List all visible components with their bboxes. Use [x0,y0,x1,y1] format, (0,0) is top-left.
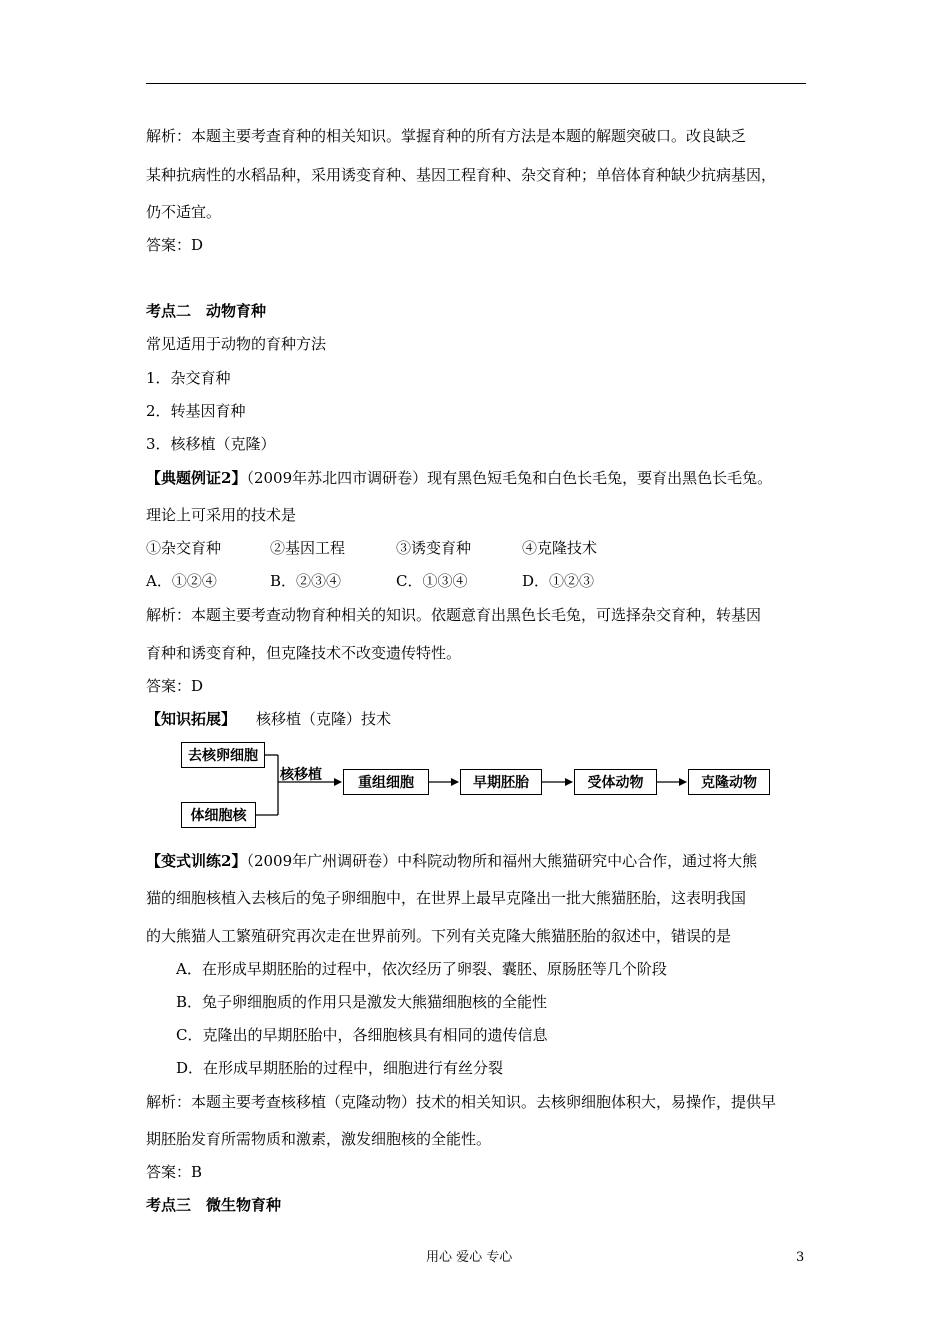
box-step-4: 克隆动物 [688,769,770,795]
question-3-text-1: （2009年广州调研卷）中科院动物所和福州大熊猫研究中心合作，通过将大熊 [246,852,758,870]
choice-1: ①杂交育种 [146,539,222,557]
analysis-line-3: 仍不适宜。 [146,203,222,221]
method-item-2: 2．转基因育种 [146,402,246,420]
option-a: A．①②④ [146,572,217,590]
question-2-tag: 【典题例证2】 [146,469,247,487]
question-3-text-3: 的大熊猫人工繁殖研究再次走在世界前列。下列有关克隆大熊猫胚胎的叙述中，错误的是 [146,927,732,945]
answer-3: 答案：B [146,1163,203,1181]
method-item-3: 3．核移植（克隆） [146,435,276,453]
extension-tag: 【知识拓展】 [146,710,237,728]
choice-2: ②基因工程 [270,539,346,557]
question-2-text: （2009年苏北四市调研卷）现有黑色短毛兔和白色长毛兔，要育出黑色长毛兔。 [246,469,773,487]
question-3-tag: 【变式训练2】 [146,852,247,870]
section-heading-microbe-breeding: 考点三 微生物育种 [146,1196,282,1214]
analysis-line-1: 解析：本题主要考查育种的相关知识。掌握育种的所有方法是本题的解题突破口。改良缺乏 [146,127,747,145]
question-2-options [146,571,594,591]
answer-2: 答案：D [146,677,204,695]
footer-motto: 用心 爱心 专心 [426,1250,513,1265]
question-2-stem [146,468,772,488]
q2-analysis-line-2: 育种和诱变育种，但克隆技术不改变遗传特性。 [146,644,462,662]
q3-analysis-line-1: 解析：本题主要考查核移植（克隆动物）技术的相关知识。去核卵细胞体积大，易操作，提供早 [146,1093,777,1111]
option-b: B．②③④ [270,572,342,590]
box-enucleated-egg: 去核卵细胞 [181,742,265,768]
box-step-1: 重组细胞 [343,769,429,795]
q2-analysis-line-1: 解析：本题主要考查动物育种相关的知识。依题意育出黑色长毛兔，可选择杂交育种，转基因 [146,606,762,624]
choice-4: ④克隆技术 [522,539,598,557]
page-number: 3 [796,1250,805,1265]
answer-1: 答案：D [146,236,204,254]
knowledge-extension [146,709,391,729]
question-2-choices [146,538,597,558]
q3-option-a: A．在形成早期胚胎的过程中，依次经历了卵裂、囊胚、原肠胚等几个阶段 [176,960,667,978]
box-step-3: 受体动物 [574,769,657,795]
arrow-label-nuclear-transfer: 核移植 [280,767,322,783]
box-step-2: 早期胚胎 [460,769,542,795]
q3-option-b: B．兔子卵细胞质的作用只是激发大熊猫细胞核的全能性 [176,993,548,1011]
question-3-text-2: 猫的细胞核植入去核后的兔子卵细胞中，在世界上最早克隆出一批大熊猫胚胎，这表明我国 [146,889,747,907]
question-2-stem-2: 理论上可采用的技术是 [146,506,297,524]
q3-option-c: C．克隆出的早期胚胎中，各细胞核具有相同的遗传信息 [176,1026,548,1044]
box-somatic-nucleus: 体细胞核 [181,802,256,828]
question-3-stem [146,851,757,871]
section-intro: 常见适用于动物的育种方法 [146,335,327,353]
option-d: D．①②③ [522,572,595,590]
section-heading-animal-breeding: 考点二 动物育种 [146,302,267,320]
choice-3: ③诱变育种 [396,539,472,557]
q3-analysis-line-2: 期胚胎发育所需物质和激素，激发细胞核的全能性。 [146,1130,492,1148]
method-item-1: 1．杂交育种 [146,369,231,387]
extension-title: 核移植（克隆）技术 [256,710,392,728]
analysis-line-2: 某种抗病性的水稻品种，采用诱变育种、基因工程育种、杂交育种；单倍体育种缺少抗病基因， [146,166,777,184]
option-c: C．①③④ [396,572,468,590]
header-rule [146,83,806,84]
q3-option-d: D．在形成早期胚胎的过程中，细胞进行有丝分裂 [176,1059,504,1077]
